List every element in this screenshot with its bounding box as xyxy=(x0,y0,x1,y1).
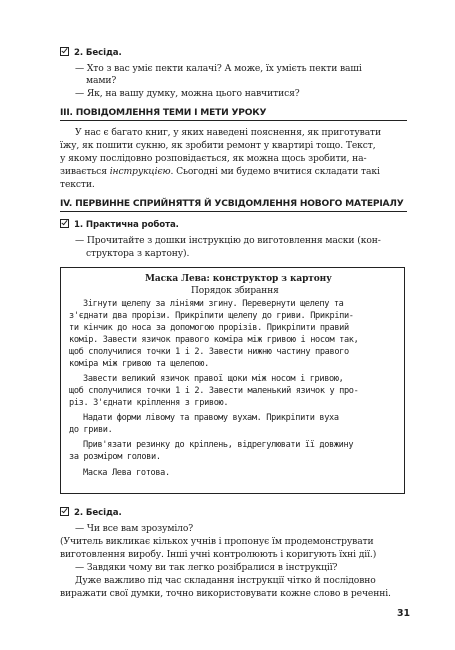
text-line: тексти. xyxy=(60,179,95,190)
text-fragment: зивається xyxy=(60,166,110,177)
text-line: структора з картону). xyxy=(86,248,190,259)
text-line: — Хто з вас уміє пекти калачі? А може, їх умієть пекти ваші xyxy=(75,63,362,74)
subheading-practical xyxy=(60,219,179,230)
box-line: Зігнути щелепу за лініями згину. Перевернути щелепу та xyxy=(83,299,344,309)
text-line: виражати свої думки, точно використовувати кожне слово в реченні. xyxy=(60,588,391,599)
page-number: 31 xyxy=(397,608,411,619)
box-line: комір. Завести язичок правого коміра між гривою і носом так, xyxy=(69,335,359,345)
subheading-label: 2. Бесіда. xyxy=(74,508,122,518)
box-line: коміра між гривою та щелепою. xyxy=(69,359,209,369)
text-line: виготовлення виробу. Інші учні контролюють і коригують їхні дії.) xyxy=(60,549,377,560)
box-line: різ. З'єднати кріплення з гривою. xyxy=(69,398,229,408)
box-line: Маска Лева готова. xyxy=(83,468,170,478)
text-fragment: . Сьогодні ми будемо вчитися складати такі xyxy=(170,166,380,177)
instruction-box xyxy=(60,267,405,494)
box-line: ти кінчик до носа за допомогою прорізів. Прикріпити правий xyxy=(69,323,349,333)
checkbox-icon xyxy=(60,47,69,56)
box-line: щоб сполучилися точки 1 і 2. Завести нижню частину правого xyxy=(69,347,349,357)
text-line: — Завдяки чому ви так легко розібралися в інструкції? xyxy=(75,562,338,573)
box-line: до гриви. xyxy=(69,425,113,435)
box-line: Надати форми лівому та правому вухам. Прикріпити вуха xyxy=(83,413,339,423)
checkbox-icon xyxy=(60,507,69,516)
emphasis-term: інструкцією xyxy=(109,166,171,177)
subheading-beseda-top xyxy=(60,47,122,58)
section-heading-3: ІІІ. ПОВІДОМЛЕННЯ ТЕМИ І МЕТИ УРОКУ xyxy=(60,107,407,121)
text-line: — Чи все вам зрозуміло? xyxy=(75,523,194,534)
text-line: (Учитель викликає кількох учнів і пропонує їм продемонструвати xyxy=(60,536,374,547)
checkbox-icon xyxy=(60,219,69,228)
box-title: Маска Лева: конструктор з картону xyxy=(145,274,332,284)
box-line: Завести великий язичок правої щоки між носом і гривою, xyxy=(83,374,344,384)
text-line: у якому послідовно розповідається, як можна щось зробити, на- xyxy=(60,153,367,164)
text-line: їжу, як пошити сукню, як зробити ремонт у квартирі тощо. Текст, xyxy=(60,140,376,151)
text-line: мами? xyxy=(86,75,117,86)
subheading-beseda-bottom xyxy=(60,507,122,518)
text-line: Дуже важливо під час складання інструкції чітко й послідовно xyxy=(75,575,376,586)
text-line: — Прочитайте з дошки інструкцію до виготовлення маски (кон- xyxy=(75,235,381,246)
text-line xyxy=(60,166,380,177)
box-line: щоб сполучилися точки 1 і 2. Завести маленький язичок у про- xyxy=(69,386,359,396)
box-line: з'єднати два прорізи. Прикріпити щелепу до гриви. Прикріпи- xyxy=(69,311,354,321)
subheading-label: 1. Практична робота. xyxy=(74,220,179,230)
box-line: за розміром голови. xyxy=(69,452,161,462)
subheading-label: 2. Бесіда. xyxy=(74,48,122,58)
text-line: — Як, на вашу думку, можна цього навчитися? xyxy=(75,88,300,99)
section-heading-4: IV. ПЕРВИННЕ СПРИЙНЯТТЯ Й УСВІДОМЛЕННЯ НОВОГО МАТЕРІАЛУ xyxy=(60,198,407,212)
box-line: Прив'язати резинку до кріплень, відрегулювати її довжину xyxy=(83,440,354,450)
text-line: У нас є багато книг, у яких наведені пояснення, як приготувати xyxy=(75,127,382,138)
box-subtitle: Порядок збирання xyxy=(191,286,279,296)
